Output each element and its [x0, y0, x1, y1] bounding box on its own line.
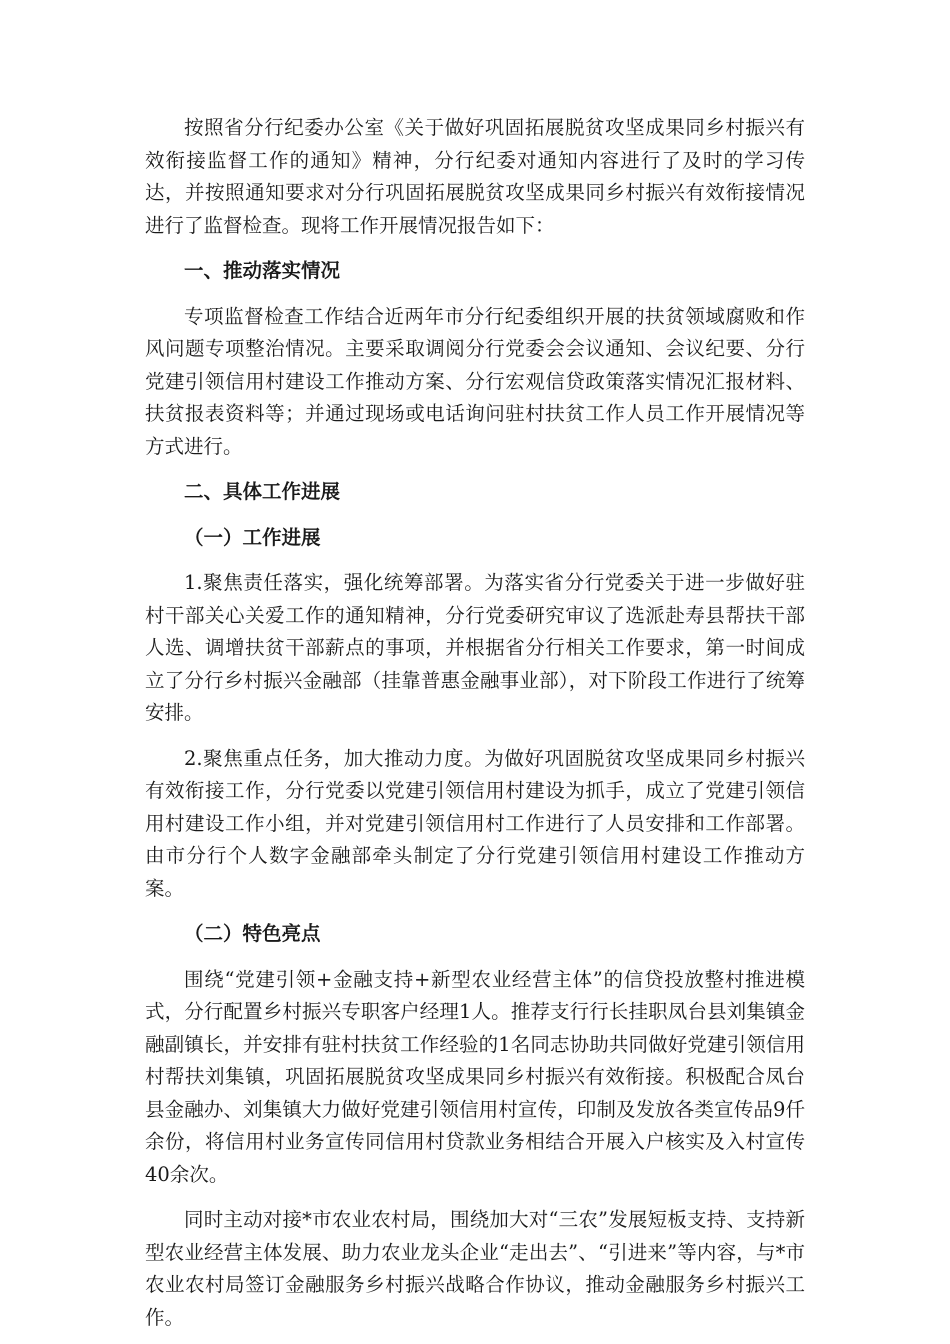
section-1-paragraph: 专项监督检查工作结合近两年市分行纪委组织开展的扶贫领域腐败和作风问题专项整治情况。主要采取调阅分行党委会会议通知、会议纪要、分行党建引领信用村建设工作推动方案、分行宏观信贷政策落实情况汇报材料、扶贫报表资料等；并通过现场或电话询问驻村扶贫工作人员工作开展情况等方式进行。: [145, 304, 805, 458]
highlight-1-paragraph: 围绕“党建引领+金融支持+新型农业经营主体”的信贷投放整村推进模式，分行配置乡村振兴专职客户经理1人。推荐支行行长挂职凤台县刘集镇金融副镇长，并安排有驻村扶贫工作经验的1名同志协助共同做好党建引领信用村帮扶刘集镇，巩固拓展脱贫攻坚成果同乡村振兴有效衔接。积极配合凤台县金融办、刘集镇大力做好党建引领信用村宣传，印制及发放各类宣传品9仟余份，将信用村业务宣传同信用村贷款业务相结合开展入户核实及入村宣传40余次。: [145, 967, 805, 1186]
section-2-heading: 二、具体工作进展: [184, 480, 341, 503]
section-1-heading: 一、推动落实情况: [184, 259, 341, 282]
subsection-1-heading: （一）工作进展: [184, 525, 321, 549]
document-body: [145, 112, 805, 1334]
intro-paragraph: 按照省分行纪委办公室《关于做好巩固拓展脱贫攻坚成果同乡村振兴有效衔接监督工作的通知》精神，分行纪委对通知内容进行了及时的学习传达，并按照通知要求对分行巩固拓展脱贫攻坚成果同乡村振兴有效衔接情况进行了监督检查。现将工作开展情况报告如下：: [145, 116, 805, 237]
subsection-2-heading: （二）特色亮点: [184, 922, 321, 945]
highlight-2-paragraph: 同时主动对接*市农业农村局，围绕加大对“三农”发展短板支持、支持新型农业经营主体发展、助力农业龙头企业“走出去”、“引进来”等内容，与*市农业农村局签订金融服务乡村振兴战略合作协议，推动金融服务乡村振兴工作。: [145, 1208, 805, 1329]
item-1-paragraph: 1.聚焦责任落实，强化统筹部署。为落实省分行党委关于进一步做好驻村干部关心关爱工作的通知精神，分行党委研究审议了选派赴寿县帮扶干部人选、调增扶贫干部薪点的事项，并根据省分行相关工作要求，第一时间成立了分行乡村振兴金融部（挂靠普惠金融事业部），对下阶段工作进行了统筹安排。: [145, 571, 805, 724]
item-2-paragraph: 2.聚焦重点任务，加大推动力度。为做好巩固脱贫攻坚成果同乡村振兴有效衔接工作，分行党委以党建引领信用村建设为抓手，成立了党建引领信用村建设工作小组，并对党建引领信用村工作进行了人员安排和工作部署。由市分行个人数字金融部牵头制定了分行党建引领信用村建设工作推动方案。: [145, 746, 805, 900]
